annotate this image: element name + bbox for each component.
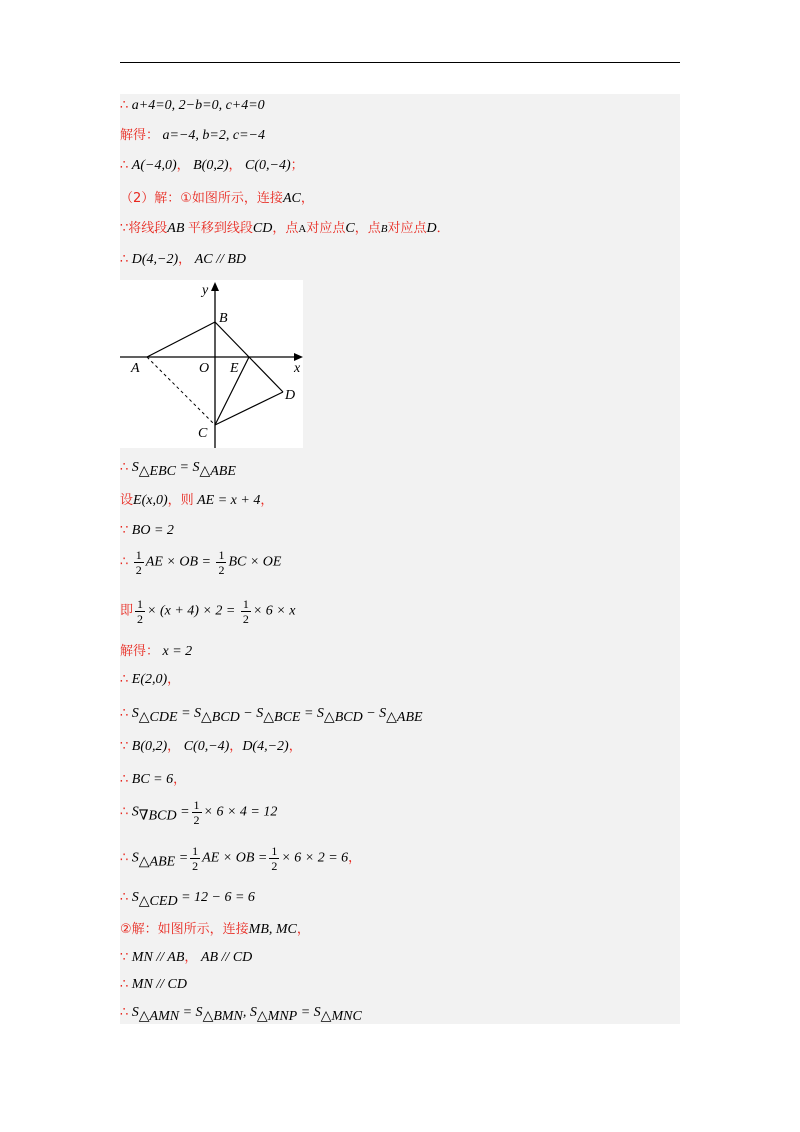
denominator: 2 — [137, 612, 144, 626]
fraction — [190, 844, 200, 873]
sep: ， — [167, 739, 181, 754]
math-expression: MB, MC — [248, 922, 297, 937]
point-d: D(4,−2) — [131, 252, 179, 267]
math-expression: AB — [167, 221, 185, 236]
line-3 — [120, 156, 304, 176]
math-expression: = — [176, 804, 190, 820]
text-label: 解得： — [120, 644, 160, 659]
text-label: ②解：如图所示，连接 — [120, 922, 249, 937]
math-expression: = S — [297, 1005, 321, 1020]
point-e: E(2,0) — [131, 672, 168, 687]
therefore-symbol: ∴ — [120, 977, 129, 992]
text-label: ， — [260, 493, 274, 508]
line-22 — [120, 975, 187, 995]
point-b: B(0,2) — [131, 739, 168, 754]
area-symbol: S — [131, 804, 139, 820]
text-label: ，点 — [272, 221, 299, 236]
subscript: △MNC — [320, 1008, 362, 1024]
line-16 — [120, 770, 186, 790]
sep: ， — [173, 772, 187, 787]
denominator: 2 — [242, 612, 249, 626]
line-17 — [120, 798, 277, 827]
therefore-symbol: ∴ — [120, 804, 129, 820]
math-expression: CD — [252, 221, 273, 236]
math-expression: MN // AB — [131, 950, 185, 965]
line-5 — [120, 219, 450, 239]
sep: ， — [229, 739, 243, 754]
math-expression: AB // CD — [200, 950, 253, 965]
fraction — [192, 798, 202, 827]
numerator: 1 — [137, 597, 144, 611]
line-6 — [120, 250, 246, 270]
therefore-symbol: ∴ — [120, 890, 129, 905]
math-expression: × 6 × 2 = 6 — [281, 850, 349, 866]
therefore-symbol: ∴ — [120, 772, 129, 787]
subscript: △EBC — [138, 463, 176, 479]
math-expression: = S — [177, 706, 202, 721]
sep: ； — [290, 158, 304, 173]
fraction — [241, 597, 251, 626]
subscript: △ABE — [138, 854, 176, 870]
subscript: △ABE — [386, 709, 423, 725]
math-expression: a+4=0, 2−b=0, c+4=0 — [131, 98, 265, 113]
because-symbol: ∵ — [120, 950, 129, 965]
therefore-symbol: ∴ — [120, 850, 129, 866]
text-label: 平移到线段 — [187, 221, 253, 236]
label-y: y — [202, 283, 209, 298]
therefore-symbol: ∴ — [120, 158, 129, 173]
numerator: 1 — [193, 798, 200, 812]
sep: ， — [288, 739, 302, 754]
line-19 — [120, 888, 255, 912]
text-label: 解得： — [120, 128, 160, 143]
math-expression: D — [426, 221, 437, 236]
subscript: △BCE — [263, 709, 301, 725]
line-2 — [120, 126, 265, 146]
line-10 — [120, 548, 281, 577]
sep: ， — [348, 850, 362, 866]
math-expression: = S — [300, 706, 324, 721]
math-expression: E(x,0) — [133, 493, 168, 508]
point-c: C(0,−4) — [183, 739, 230, 754]
math-expression: AE × OB = — [202, 850, 268, 866]
line-13 — [120, 670, 180, 690]
label-c: C — [198, 426, 208, 441]
sep: ， — [178, 252, 192, 267]
coordinate-diagram — [120, 280, 303, 448]
math-expression: AC — [282, 191, 301, 206]
math-expression: A — [298, 223, 307, 235]
sep: ， — [184, 950, 198, 965]
math-expression: × 6 × x — [252, 603, 296, 619]
geometry-figure — [120, 280, 303, 448]
math-expression: BC = 6 — [131, 772, 174, 787]
denominator: 2 — [193, 813, 200, 827]
segment-cd — [215, 392, 283, 425]
segment-ab — [147, 322, 215, 357]
fraction — [134, 548, 144, 577]
therefore-symbol: ∴ — [120, 98, 129, 113]
numerator: 1 — [242, 597, 249, 611]
math-expression: − S — [239, 706, 264, 721]
text-label: 设 — [120, 493, 134, 508]
text-label: 即 — [120, 603, 134, 619]
therefore-symbol: ∴ — [120, 672, 129, 687]
point-b: B(0,2) — [193, 158, 229, 173]
fraction — [216, 548, 226, 577]
subscript: ∇BCD — [138, 808, 177, 824]
math-expression: AE = x + 4 — [197, 493, 261, 508]
therefore-symbol: ∴ — [120, 252, 129, 267]
denominator: 2 — [192, 859, 199, 873]
sep: ， — [167, 672, 181, 687]
subscript: △BCD — [201, 709, 240, 725]
math-expression: B — [380, 223, 388, 235]
math-expression: − S — [362, 706, 387, 721]
fraction — [269, 844, 279, 873]
therefore-symbol: ∴ — [120, 1005, 129, 1020]
subscript: △BCD — [323, 709, 363, 725]
label-a: A — [131, 361, 140, 376]
text-label: 对应点 — [387, 221, 427, 236]
line-18 — [120, 844, 361, 873]
segment-be — [215, 322, 249, 357]
math-expression: AC // BD — [194, 252, 247, 267]
subscript: △BMN — [202, 1008, 243, 1024]
math-expression: x = 2 — [162, 644, 193, 659]
sep: ， — [228, 158, 242, 173]
point-a: A(−4,0) — [131, 158, 177, 173]
line-20 — [120, 920, 310, 940]
math-expression: BC × OE — [228, 554, 282, 570]
text-label: ∵将线段 — [120, 221, 168, 236]
math-expression: × 6 × 4 = 12 — [203, 804, 278, 820]
because-symbol: ∵ — [120, 739, 129, 754]
denominator: 2 — [218, 563, 225, 577]
line-4 — [120, 189, 314, 209]
math-expression: AE × OB = — [145, 554, 211, 570]
line-12 — [120, 642, 192, 662]
text-label: ，点 — [354, 221, 381, 236]
because-symbol: ∵ — [120, 523, 129, 538]
text-label: ，则 — [167, 493, 194, 508]
subscript: △AMN — [138, 1008, 180, 1024]
header-rule — [120, 62, 680, 63]
label-b: B — [219, 311, 228, 326]
point-d: D(4,−2) — [242, 739, 289, 754]
line-8 — [120, 491, 273, 511]
sep: ， — [296, 922, 310, 937]
math-expression: = S — [176, 460, 200, 475]
x-axis-arrow — [294, 353, 303, 361]
line-9 — [120, 521, 174, 541]
numerator: 1 — [135, 548, 142, 562]
line-1 — [120, 96, 265, 116]
label-o: O — [199, 361, 210, 376]
math-expression: = — [175, 850, 189, 866]
math-expression: C — [345, 221, 355, 236]
line-21 — [120, 948, 252, 968]
numerator: 1 — [271, 844, 278, 858]
subscript: △CDE — [138, 709, 178, 725]
area-symbol: S — [131, 460, 139, 475]
fraction — [135, 597, 145, 626]
therefore-symbol: ∴ — [120, 554, 129, 570]
area-symbol: S — [131, 890, 139, 905]
point-c: C(0,−4) — [245, 158, 291, 173]
sep: ， — [176, 158, 190, 173]
line-23 — [120, 1003, 362, 1027]
text-label: （2）解：①如图所示，连接 — [120, 191, 283, 206]
math-expression: BO = 2 — [131, 523, 174, 538]
line-7 — [120, 458, 236, 482]
subscript: △MNP — [256, 1008, 298, 1024]
line-11 — [120, 597, 295, 626]
y-axis-arrow — [211, 282, 219, 291]
math-expression: = 12 − 6 = 6 — [177, 890, 255, 905]
text-label: 对应点 — [306, 221, 346, 236]
therefore-symbol: ∴ — [120, 460, 129, 475]
area-symbol: S — [131, 1005, 139, 1020]
math-expression: a=−4, b=2, c=−4 — [162, 128, 265, 143]
label-d: D — [285, 388, 296, 403]
math-expression: = S — [179, 1005, 203, 1020]
segment-ed — [249, 357, 283, 392]
denominator: 2 — [135, 563, 142, 577]
numerator: 1 — [218, 548, 225, 562]
label-x: x — [294, 361, 301, 376]
denominator: 2 — [271, 859, 278, 873]
subscript: △ABE — [199, 463, 236, 479]
area-symbol: S — [131, 850, 139, 866]
subscript: △CED — [138, 893, 178, 909]
line-14 — [120, 704, 423, 728]
area-symbol: S — [131, 706, 139, 721]
sep: ， — [300, 191, 314, 206]
therefore-symbol: ∴ — [120, 706, 129, 721]
math-expression: MN // CD — [131, 977, 188, 992]
label-e: E — [230, 361, 239, 376]
math-expression: × (x + 4) × 2 = — [147, 603, 236, 619]
math-expression: , S — [242, 1005, 257, 1020]
text-label: ． — [436, 221, 450, 236]
numerator: 1 — [192, 844, 199, 858]
line-15 — [120, 737, 302, 757]
